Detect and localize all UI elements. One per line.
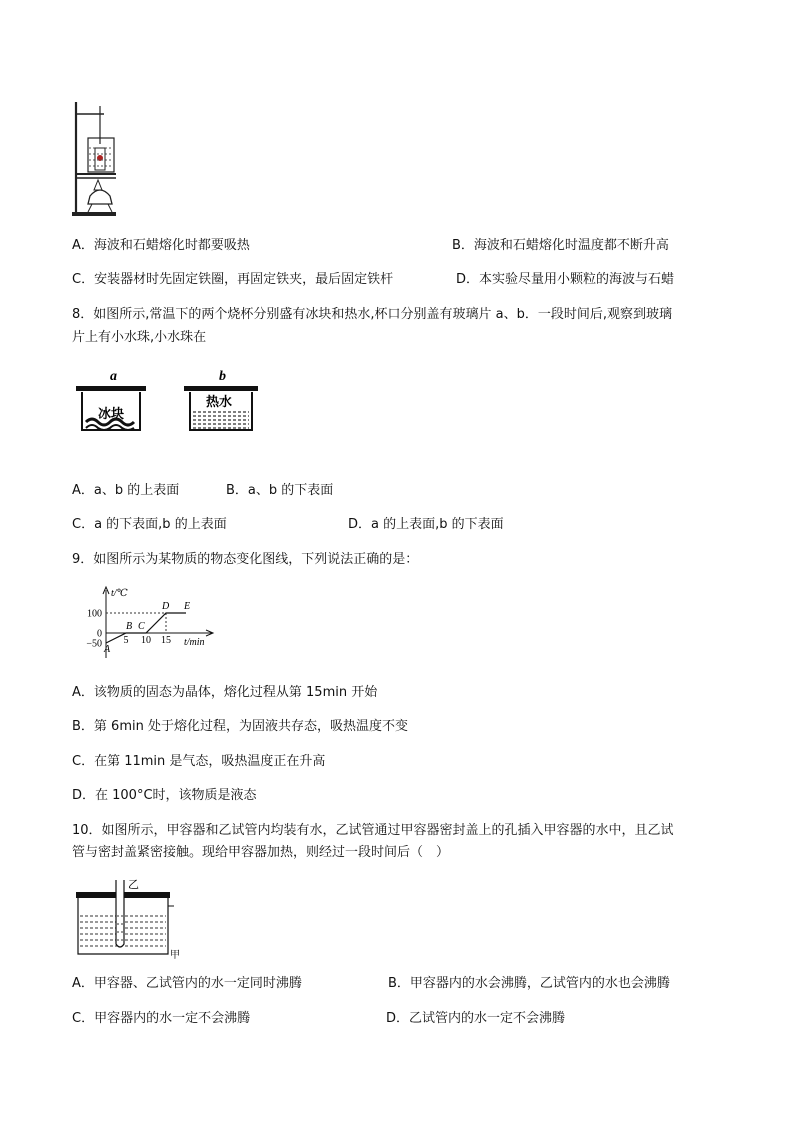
beaker-b-label: 热水 xyxy=(206,395,233,410)
q9-option-c: C．在第 11min 是气态，吸热温度正在升高 xyxy=(72,754,326,769)
point-label-c: C xyxy=(138,621,145,632)
q9-stem: 9．如图所示为某物质的物态变化图线，下列说法正确的是： xyxy=(72,552,419,567)
q9-option-d: D．在 100°C时，该物质是液态 xyxy=(72,788,257,803)
q10-option-a: A．甲容器、乙试管内的水一定同时沸腾 xyxy=(72,976,302,991)
q8-stem-line2: 片上有小水珠,小水珠在 xyxy=(72,330,207,345)
q9-option-b: B．第 6min 处于熔化过程，为固液共存态，吸热温度不变 xyxy=(72,719,408,734)
point-label-b: B xyxy=(126,621,133,632)
point-label-d: D xyxy=(162,601,170,612)
q8-option-d: D．a 的上表面,b 的下表面 xyxy=(348,517,504,532)
y-axis-label: t/℃ xyxy=(111,588,128,599)
y-tick-label: 0 xyxy=(97,628,102,640)
q10-option-b: B．甲容器内的水会沸腾，乙试管内的水也会沸腾 xyxy=(388,976,670,991)
glass-label-a: a xyxy=(110,369,117,384)
q8-option-c: C．a 的下表面,b 的上表面 xyxy=(72,517,227,532)
q7-option-d: D．本实验尽量用小颗粒的海波与石蜡 xyxy=(456,272,675,287)
point-label-e: E xyxy=(184,601,191,612)
q8-stem-line1: 8．如图所示,常温下的两个烧杯分别盛有冰块和热水,杯口分别盖有玻璃片 a、b．一段时间后,观察到玻璃 xyxy=(72,307,673,322)
q8-option-b: B．a、b 的下表面 xyxy=(226,483,334,498)
x-axis-label: t/min xyxy=(184,637,205,648)
boiling-container-figure xyxy=(74,876,184,960)
melting-apparatus-figure xyxy=(70,100,130,220)
q10-stem-line1: 10．如图所示，甲容器和乙试管内均装有水，乙试管通过甲容器密封盖上的孔插入甲容器的水中，且乙试 xyxy=(72,823,674,838)
beaker-a-label: 冰块 xyxy=(98,407,125,422)
q10-option-d: D．乙试管内的水一定不会沸腾 xyxy=(386,1011,566,1026)
x-tick-label: 15 xyxy=(161,635,171,646)
x-tick-label: 10 xyxy=(141,635,151,646)
beakers-figure xyxy=(74,366,264,438)
q7-option-b: B．海波和石蜡熔化时温度都不断升高 xyxy=(452,238,669,253)
glass-label-b: b xyxy=(219,369,226,384)
x-tick-label: 5 xyxy=(123,635,129,646)
q10-stem-line2: 管与密封盖紧密接触。现给甲容器加热，则经过一段时间后（ ） xyxy=(72,845,450,860)
q8-option-a: A．a、b 的上表面 xyxy=(72,483,180,498)
q7-option-a: A．海波和石蜡熔化时都要吸热 xyxy=(72,238,250,253)
y-tick-label: 100 xyxy=(87,608,102,620)
tube-label: 乙 xyxy=(128,878,139,891)
container-label: 甲 xyxy=(170,950,180,961)
q10-option-c: C．甲容器内的水一定不会沸腾 xyxy=(72,1011,251,1026)
phase-change-chart xyxy=(72,586,222,662)
y-tick-label: −50 xyxy=(86,638,102,650)
point-label-a: A xyxy=(104,644,111,655)
q9-option-a: A．该物质的固态为晶体，熔化过程从第 15min 开始 xyxy=(72,685,378,700)
q7-option-c: C．安装器材时先固定铁圈，再固定铁夹，最后固定铁杆 xyxy=(72,272,394,287)
